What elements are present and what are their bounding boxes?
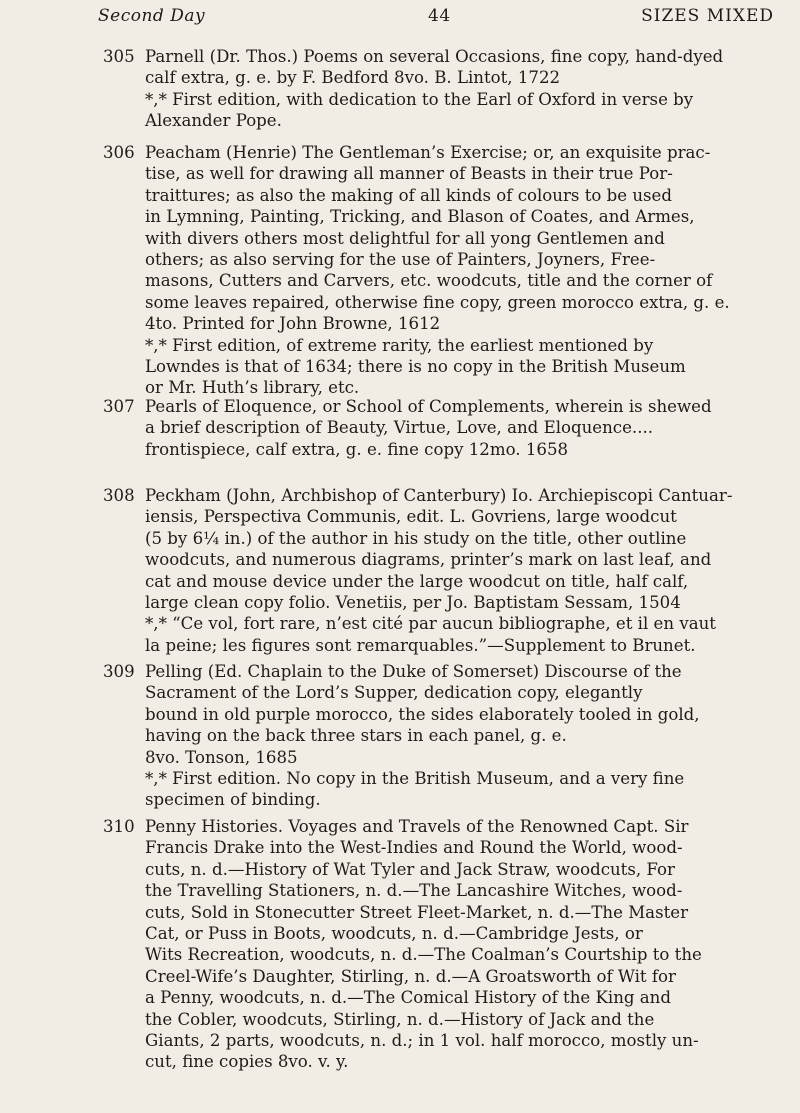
page-number: 44 bbox=[428, 6, 451, 26]
description-line: Peckham (John, Archbishop of Canterbury) Io. Archiepiscopi Cantuar- bbox=[145, 486, 733, 505]
description-line: (5 by 6¼ in.) of the author in his study on the title, other outline bbox=[145, 528, 687, 548]
description-line: Peacham (Henrie) The Gentleman’s Exercise; or, an exquisite prac- bbox=[145, 143, 711, 162]
description-line: frontispiece, calf extra, g. e. fine copy 12mo. 1658 bbox=[145, 439, 569, 459]
lot-number: 305 bbox=[103, 47, 135, 66]
description-line: 4to. Printed for John Browne, 1612 bbox=[145, 314, 441, 334]
description-line: cuts, n. d.—History of Wat Tyler and Jack Straw, woodcuts, For bbox=[145, 859, 675, 879]
description-line: a brief description of Beauty, Virtue, Love, and Eloquence.... bbox=[145, 418, 654, 438]
description-line: having on the back three stars in each panel, g. e. bbox=[145, 726, 567, 746]
lot-number: 307 bbox=[103, 397, 135, 416]
description-line: la peine; les figures sont remarquables.”—Supplement to Brunet. bbox=[145, 635, 696, 655]
description-line: traittures; as also the making of all kinds of colours to be used bbox=[145, 185, 672, 205]
lot-description bbox=[145, 485, 775, 656]
description-line: in Lymning, Painting, Tricking, and Blason of Coates, and Armes, bbox=[145, 207, 695, 227]
description-line: *,* First edition. No copy in the British Museum, and a very fine bbox=[145, 768, 685, 788]
description-line: with divers others most delightful for all yong Gentlemen and bbox=[145, 228, 665, 248]
description-line: others; as also serving for the use of Painters, Joyners, Free- bbox=[145, 249, 656, 269]
description-line: Giants, 2 parts, woodcuts, n. d.; in 1 vol. half morocco, mostly un- bbox=[145, 1030, 699, 1050]
description-line: 8vo. Tonson, 1685 bbox=[145, 747, 298, 767]
description-line: some leaves repaired, otherwise fine copy, green morocco extra, g. e. bbox=[145, 292, 730, 312]
description-line: bound in old purple morocco, the sides elaborately tooled in gold, bbox=[145, 704, 700, 724]
description-line: cuts, Sold in Stonecutter Street Fleet-Market, n. d.—The Master bbox=[145, 902, 689, 922]
description-line: *,* First edition, with dedication to the Earl of Oxford in verse by bbox=[145, 89, 694, 109]
description-line: Creel-Wife’s Daughter, Stirling, n. d.—A Groatsworth of Wit for bbox=[145, 966, 676, 986]
lot-description bbox=[145, 661, 775, 811]
section-title: SIZES MIXED bbox=[641, 6, 774, 26]
lot-description bbox=[145, 396, 775, 460]
description-line: large clean copy folio. Venetiis, per Jo. Baptistam Sessam, 1504 bbox=[145, 592, 681, 612]
lot-number: 310 bbox=[103, 817, 135, 836]
description-line: *,* First edition, of extreme rarity, the earliest mentioned by bbox=[145, 335, 654, 355]
description-line: the Cobler, woodcuts, Stirling, n. d.—History of Jack and the bbox=[145, 1009, 655, 1029]
lot-number: 306 bbox=[103, 143, 135, 162]
description-line: masons, Cutters and Carvers, etc. woodcuts, title and the corner of bbox=[145, 271, 713, 291]
lot-number: 308 bbox=[103, 486, 135, 505]
description-line: Alexander Pope. bbox=[145, 111, 282, 131]
description-line: Francis Drake into the West-Indies and Round the World, wood- bbox=[145, 838, 683, 858]
sale-day: Second Day bbox=[98, 6, 206, 26]
description-line: or Mr. Huth’s library, etc. bbox=[145, 378, 360, 398]
description-line: the Travelling Stationers, n. d.—The Lancashire Witches, wood- bbox=[145, 881, 683, 901]
description-line: woodcuts, and numerous diagrams, printer’s mark on last leaf, and bbox=[145, 550, 712, 570]
description-line: Sacrament of the Lord’s Supper, dedication copy, elegantly bbox=[145, 683, 643, 703]
description-line: *,* “Ce vol, fort rare, n’est cité par aucun bibliographe, et il en vaut bbox=[145, 614, 716, 634]
description-line: Lowndes is that of 1634; there is no copy in the British Museum bbox=[145, 356, 686, 376]
description-line: Pelling (Ed. Chaplain to the Duke of Somerset) Discourse of the bbox=[145, 662, 682, 681]
description-line: specimen of binding. bbox=[145, 790, 321, 810]
lot-description bbox=[145, 142, 775, 399]
page-header bbox=[98, 6, 774, 34]
description-line: cut, fine copies 8vo. v. y. bbox=[145, 1052, 349, 1072]
lot-description bbox=[145, 816, 775, 1073]
description-line: Pearls of Eloquence, or School of Complements, wherein is shewed bbox=[145, 397, 712, 416]
lot-number: 309 bbox=[103, 662, 135, 681]
description-line: calf extra, g. e. by F. Bedford 8vo. B. Lintot, 1722 bbox=[145, 68, 561, 88]
description-line: Parnell (Dr. Thos.) Poems on several Occasions, fine copy, hand-dyed bbox=[145, 47, 724, 66]
description-line: iensis, Perspectiva Communis, edit. L. Govriens, large woodcut bbox=[145, 507, 677, 527]
description-line: Wits Recreation, woodcuts, n. d.—The Coalman’s Courtship to the bbox=[145, 945, 702, 965]
description-line: a Penny, woodcuts, n. d.—The Comical History of the King and bbox=[145, 988, 671, 1008]
description-line: Cat, or Puss in Boots, woodcuts, n. d.—Cambridge Jests, or bbox=[145, 923, 643, 943]
lot-description bbox=[145, 46, 775, 132]
description-line: Penny Histories. Voyages and Travels of the Renowned Capt. Sir bbox=[145, 817, 689, 836]
description-line: cat and mouse device under the large woodcut on title, half calf, bbox=[145, 571, 689, 591]
description-line: tise, as well for drawing all manner of Beasts in their true Por- bbox=[145, 164, 673, 184]
